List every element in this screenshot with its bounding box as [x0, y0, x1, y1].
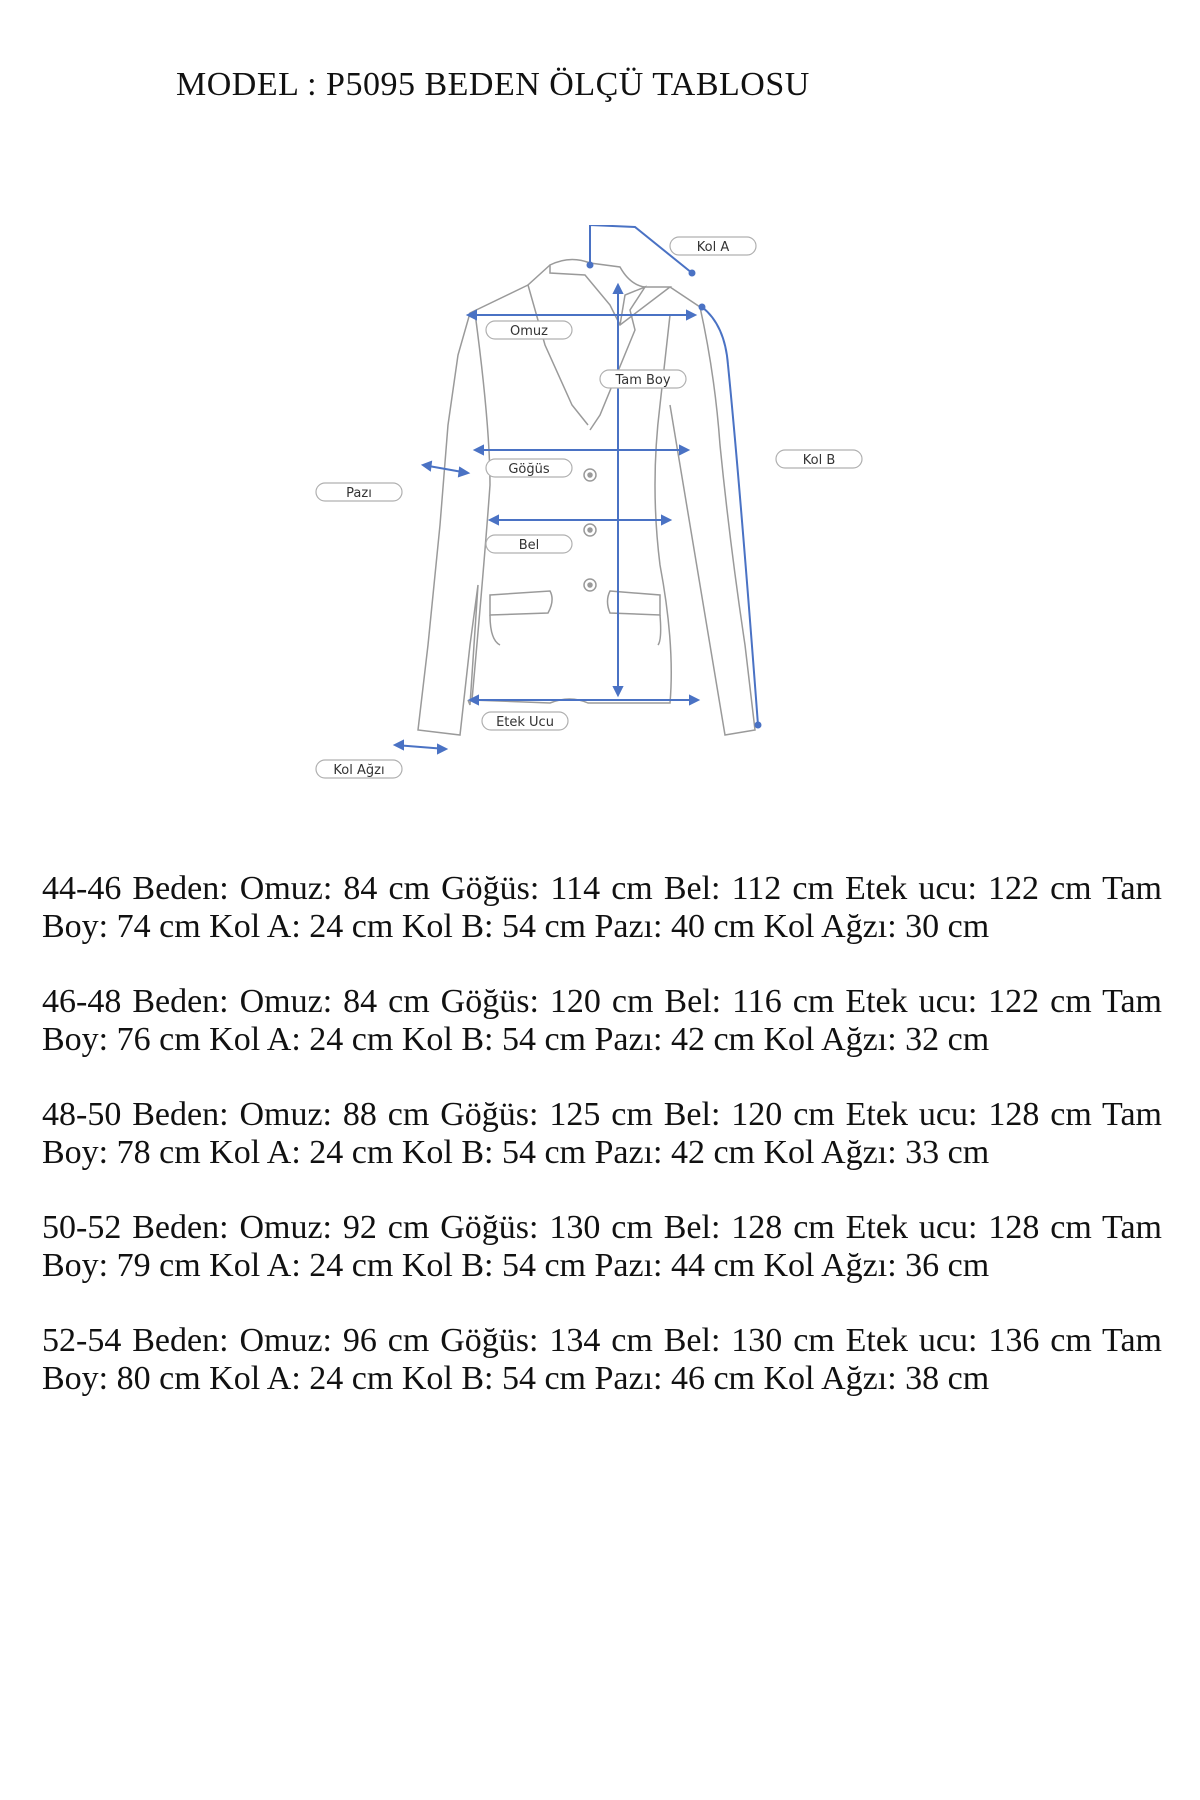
- jacket-outline: [418, 259, 755, 735]
- label-omuz: Omuz: [510, 324, 548, 339]
- size-row-line2: Boy: 74 cm Kol A: 24 cm Kol B: 54 cm Pazı: 40 cm Kol Ağzı: 30 cm: [42, 908, 990, 945]
- size-row-line1: 48-50 Beden: Omuz: 88 cm Göğüs: 125 cm Bel: 120 cm Etek ucu: 128 cm Tam: [42, 1096, 1162, 1133]
- jacket-diagram-svg: [300, 225, 880, 795]
- label-kol-agzi: Kol Ağzı: [333, 763, 385, 778]
- size-row-line1: 50-52 Beden: Omuz: 92 cm Göğüs: 130 cm Bel: 128 cm Etek ucu: 128 cm Tam: [42, 1209, 1162, 1246]
- label-etek-ucu: Etek Ucu: [496, 715, 554, 730]
- size-row-line2: Boy: 80 cm Kol A: 24 cm Kol B: 54 cm Pazı: 46 cm Kol Ağzı: 38 cm: [42, 1360, 990, 1397]
- label-kol-b: Kol B: [802, 453, 836, 468]
- label-pazi: Pazı: [346, 486, 372, 501]
- size-row-line2: Boy: 79 cm Kol A: 24 cm Kol B: 54 cm Pazı: 44 cm Kol Ağzı: 36 cm: [42, 1247, 990, 1284]
- size-row-48-50: [42, 1096, 1162, 1172]
- size-row-52-54: [42, 1322, 1162, 1398]
- page-title: MODEL : P5095 BEDEN ÖLÇÜ TABLOSU: [176, 66, 810, 103]
- jacket-buttons: [584, 469, 596, 591]
- measurement-label-texts: [333, 240, 835, 778]
- label-gogus: Göğüs: [508, 462, 550, 477]
- size-row-46-48: [42, 983, 1162, 1059]
- size-row-line1: 46-48 Beden: Omuz: 84 cm Göğüs: 120 cm Bel: 116 cm Etek ucu: 122 cm Tam: [42, 983, 1162, 1020]
- label-tam-boy: Tam Boy: [615, 373, 671, 388]
- size-row-line1: 52-54 Beden: Omuz: 96 cm Göğüs: 134 cm Bel: 130 cm Etek ucu: 136 cm Tam: [42, 1322, 1162, 1359]
- size-row-line2: Boy: 78 cm Kol A: 24 cm Kol B: 54 cm Pazı: 42 cm Kol Ağzı: 33 cm: [42, 1134, 990, 1171]
- kol-b-arrow: [702, 307, 758, 725]
- jacket-measurement-diagram: [300, 225, 880, 795]
- size-row-line1: 44-46 Beden: Omuz: 84 cm Göğüs: 114 cm Bel: 112 cm Etek ucu: 122 cm Tam: [42, 870, 1162, 907]
- label-bel: Bel: [518, 538, 540, 553]
- size-row-50-52: [42, 1209, 1162, 1285]
- measurement-labels: [316, 237, 862, 778]
- measurement-arrows: [395, 225, 761, 753]
- label-kol-a: Kol A: [696, 240, 730, 255]
- size-row-44-46: [42, 870, 1162, 946]
- size-row-line2: Boy: 76 cm Kol A: 24 cm Kol B: 54 cm Pazı: 42 cm Kol Ağzı: 32 cm: [42, 1021, 990, 1058]
- size-table: [42, 870, 1162, 1435]
